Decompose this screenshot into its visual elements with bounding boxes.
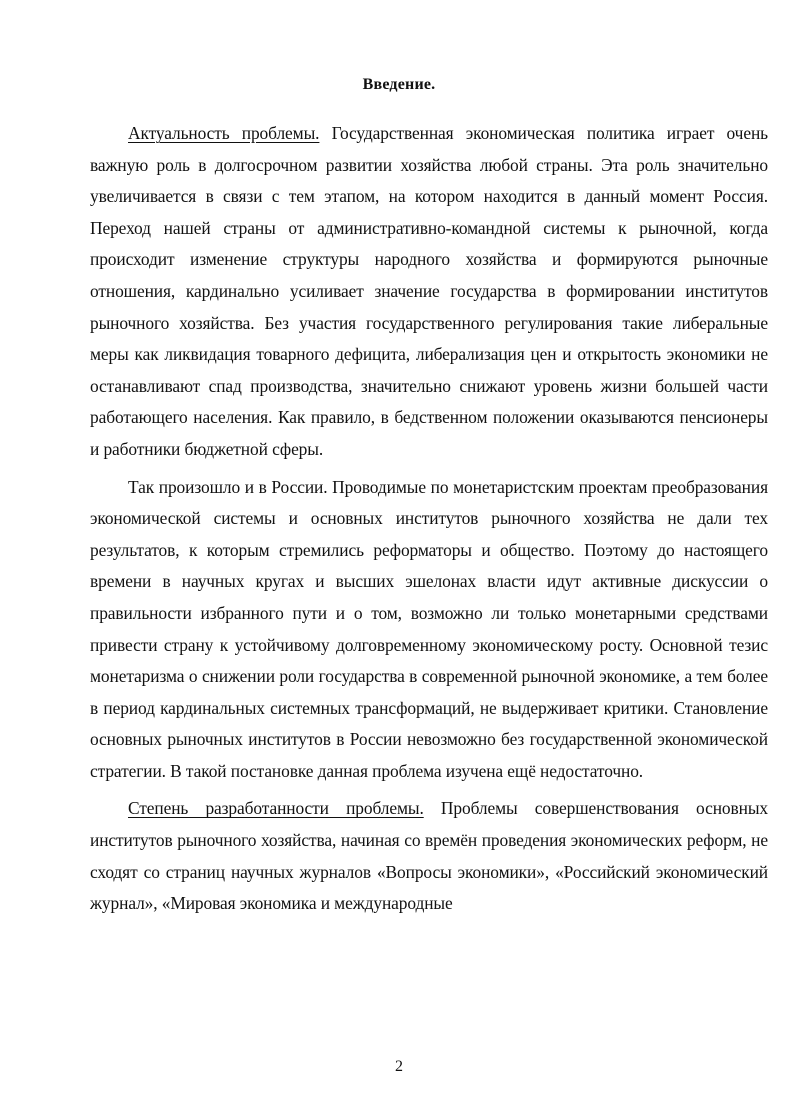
paragraph-text: Так произошло и в России. Проводимые по монетаристским проектам преобразования экономической системы и основных институтов рыночного хозяйства не дали тех результатов, к которым стремились реформаторы и общество. Поэтому до настоящего времени в научных кругах и высших эшелонах власти идут активные дискуссии о правильности избранного пути и о том, возможно ли только монетарными средствами привести страну к устойчивому долговременному экономическому росту. Основной тезис монетаризма о снижении роли государства в современной рыночной экономике, а тем более в период кардинальных системных трансформаций, не выдерживает критики. Становление основных рыночных институтов в России невозможно без государственной экономической стратегии. В такой постановке данная проблема изучена ещё недостаточно. bbox=[90, 476, 768, 781]
section-lead-development: Степень разработанности проблемы. bbox=[128, 798, 424, 819]
page-number: 2 bbox=[395, 1058, 403, 1075]
paragraph-russia bbox=[90, 472, 768, 788]
page-title: Введение. bbox=[362, 76, 436, 93]
paragraph-development-degree bbox=[90, 793, 768, 919]
section-lead-relevance: Актуальность проблемы. bbox=[128, 123, 320, 143]
paragraph-relevance bbox=[90, 118, 768, 466]
paragraph-text: Проблемы совершенствования основных институтов рыночного хозяйства, начиная со времён проведения экономических реформ, не сходят со страниц научных журналов «Вопросы экономики», «Российский экономический журнал», «Мировая экономика и международные bbox=[90, 798, 768, 914]
body-text bbox=[90, 118, 768, 920]
paragraph-text: Государственная экономическая политика играет очень важную роль в долгосрочном развитии хозяйства любой страны. Эта роль значительно увеличивается в связи с тем этапом, на котором находится в данный момент Россия. Переход нашей страны от административно-командной системы к рыночной, когда происходит изменение структуры народного хозяйства и формируются рыночные отношения, кардинально усиливает значение государства в формировании институтов рыночного хозяйства. Без участия государственного регулирования такие либеральные меры как ликвидация товарного дефицита, либерализация цен и открытость экономики не останавливают спад производства, значительно снижают уровень жизни большей части работающего населения. Как правило, в бедственном положении оказываются пенсионеры и работники бюджетной сферы. bbox=[90, 123, 768, 459]
